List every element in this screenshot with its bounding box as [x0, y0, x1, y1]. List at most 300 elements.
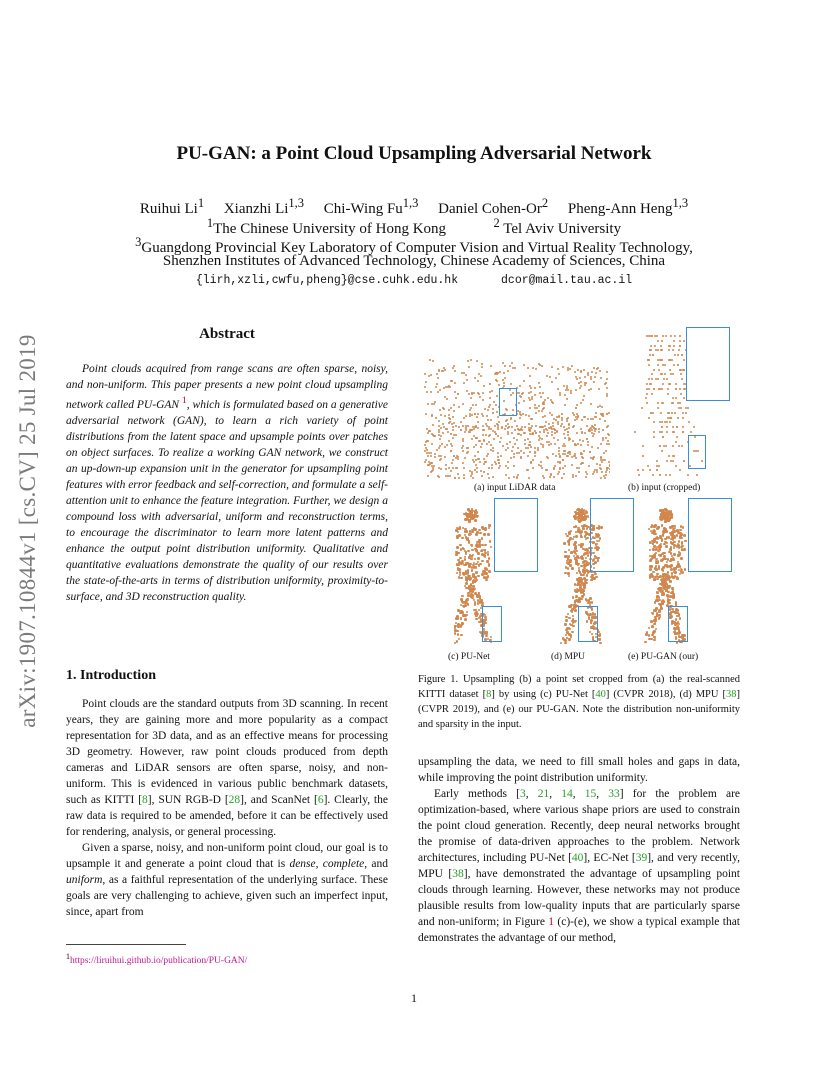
point [585, 476, 587, 478]
point [673, 431, 675, 433]
point [679, 335, 681, 337]
point [491, 390, 493, 392]
citation[interactable]: 28 [228, 794, 241, 806]
point [541, 365, 543, 367]
point [474, 455, 476, 457]
point [661, 421, 663, 423]
point [455, 425, 457, 427]
paragraph: Given a sparse, noisy, and non-uniform point cloud, our goal is to upsample it and generate a point cloud that is dense, complete, and uniform, as a faithful representation of the underlying surface. These goals are very challenging to achieve, given such an imperfect input, since, apart from [66, 842, 389, 918]
point [440, 427, 442, 429]
point [536, 407, 538, 409]
point [667, 388, 669, 390]
point [457, 633, 460, 636]
point [648, 638, 651, 641]
point [483, 458, 485, 460]
point [448, 440, 450, 442]
point [464, 558, 467, 561]
point [552, 425, 554, 427]
citation[interactable]: 6 [317, 794, 324, 806]
point [541, 438, 543, 440]
point [510, 418, 512, 420]
point [463, 477, 465, 479]
point [482, 425, 484, 427]
point [600, 377, 602, 379]
point [679, 340, 681, 342]
citation[interactable]: 8 [142, 794, 148, 806]
point [474, 558, 477, 561]
point [513, 437, 515, 439]
point [477, 421, 479, 423]
point [648, 335, 650, 337]
point [606, 469, 608, 471]
point [573, 604, 576, 607]
point [598, 388, 600, 390]
point [481, 602, 484, 605]
point [660, 359, 662, 361]
point [582, 399, 584, 401]
point [478, 609, 481, 612]
point [529, 385, 531, 387]
point [581, 419, 583, 421]
point [492, 450, 494, 452]
point [424, 386, 426, 388]
point [591, 601, 594, 604]
point [580, 428, 582, 430]
point [544, 425, 546, 427]
point [507, 467, 509, 469]
point [572, 596, 575, 599]
point [683, 460, 685, 462]
point [499, 441, 501, 443]
point [471, 438, 473, 440]
point [485, 461, 487, 463]
point [648, 417, 650, 419]
point [571, 365, 573, 367]
footnote: $^1$https://liruihui.github.io/publication/PU-GAN/ [66, 952, 248, 967]
point [647, 359, 649, 361]
point [670, 552, 673, 555]
point [563, 450, 565, 452]
point [557, 439, 559, 441]
point [656, 541, 659, 544]
email[interactable]: {lirh,xzli,cwfu,pheng}@cse.cuhk.edu.hk [195, 274, 459, 287]
citation[interactable]: 15 [584, 788, 597, 800]
point [460, 598, 463, 601]
point [543, 431, 545, 433]
point [559, 468, 561, 470]
point [465, 551, 468, 554]
point [652, 412, 654, 414]
point [512, 446, 514, 448]
point [606, 371, 608, 373]
citation[interactable]: 38 [452, 868, 464, 880]
point [654, 335, 656, 337]
point [651, 373, 653, 375]
point [518, 429, 520, 431]
point [496, 395, 498, 397]
citation[interactable]: 8 [486, 689, 492, 700]
citation[interactable]: 33 [608, 788, 620, 800]
point [488, 527, 491, 530]
point [601, 471, 603, 473]
point [673, 547, 676, 550]
citation[interactable]: 21 [537, 788, 550, 800]
point [683, 534, 686, 537]
point [567, 455, 569, 457]
point [566, 398, 568, 400]
point [585, 557, 588, 560]
point [473, 392, 475, 394]
point [566, 420, 568, 422]
point [690, 431, 692, 433]
point [589, 451, 591, 453]
citation[interactable]: 14 [561, 788, 573, 800]
point [661, 349, 663, 351]
point [517, 433, 519, 435]
point [660, 518, 663, 521]
point [597, 406, 599, 408]
point [488, 435, 490, 437]
point [471, 471, 473, 473]
point [531, 418, 533, 420]
point [557, 423, 559, 425]
point [584, 384, 586, 386]
point [497, 426, 499, 428]
point [542, 416, 544, 418]
point [475, 444, 477, 446]
point [655, 378, 657, 380]
point [649, 559, 652, 562]
point [527, 469, 529, 471]
point [534, 404, 536, 406]
point [608, 434, 610, 436]
point [586, 549, 589, 552]
point [663, 552, 666, 555]
point [588, 465, 590, 467]
point [474, 511, 477, 514]
point [586, 582, 589, 585]
point [656, 561, 659, 564]
point [644, 641, 647, 644]
point [535, 412, 537, 414]
citation[interactable]: 38 [725, 689, 737, 700]
point [571, 620, 574, 623]
point [655, 349, 657, 351]
point [668, 412, 670, 414]
point [551, 414, 553, 416]
point [596, 368, 598, 370]
point [591, 371, 593, 373]
citation[interactable]: 40 [571, 852, 584, 864]
point [452, 429, 454, 431]
point [457, 393, 459, 395]
point [433, 403, 435, 405]
point [444, 456, 446, 458]
point [460, 421, 462, 423]
point [460, 618, 463, 621]
point [608, 412, 610, 414]
point [578, 569, 581, 572]
point [571, 567, 574, 570]
point [513, 476, 515, 478]
point [562, 467, 564, 469]
footnote-marker[interactable]: 1 [181, 395, 187, 406]
point [570, 390, 572, 392]
point [445, 464, 447, 466]
point [507, 433, 509, 435]
point [517, 447, 519, 449]
citation[interactable]: 39 [635, 852, 648, 864]
point [485, 579, 488, 582]
point [606, 387, 608, 389]
point [572, 615, 575, 618]
point [504, 365, 506, 367]
point [508, 477, 510, 479]
point [575, 559, 578, 562]
point [679, 388, 681, 390]
point [523, 364, 525, 366]
point [463, 382, 465, 384]
point [677, 354, 679, 356]
point [582, 574, 585, 577]
point [578, 529, 581, 532]
point [648, 634, 651, 637]
point [475, 464, 477, 466]
citation[interactable]: 3 [519, 788, 526, 800]
point [476, 471, 478, 473]
point [558, 450, 560, 452]
point [642, 445, 644, 447]
point [660, 412, 662, 414]
abstract-heading: Abstract [199, 326, 255, 342]
point [548, 441, 550, 443]
point [521, 426, 523, 428]
point [582, 440, 584, 442]
point [658, 566, 661, 569]
point [517, 474, 519, 476]
point [474, 377, 476, 379]
point [504, 428, 506, 430]
point [662, 533, 665, 536]
point [520, 457, 522, 459]
point [461, 562, 464, 565]
point [568, 541, 571, 544]
point [506, 443, 508, 445]
point [649, 383, 651, 385]
point [568, 427, 570, 429]
point [569, 453, 571, 455]
point [668, 602, 671, 605]
point [480, 446, 482, 448]
point [583, 395, 585, 397]
point [514, 367, 516, 369]
point [553, 437, 555, 439]
point [675, 465, 677, 467]
point [483, 440, 485, 442]
point [587, 554, 590, 557]
point [529, 399, 531, 401]
point [500, 437, 502, 439]
point [540, 396, 542, 398]
point [427, 475, 429, 477]
point [513, 465, 515, 467]
point [664, 373, 666, 375]
point [563, 433, 565, 435]
point [665, 445, 667, 447]
point [537, 447, 539, 449]
point [528, 415, 530, 417]
point [654, 609, 657, 612]
point [464, 618, 467, 621]
point [427, 440, 429, 442]
point [651, 393, 653, 395]
point [530, 387, 532, 389]
point [584, 535, 587, 538]
point [492, 408, 494, 410]
point [442, 407, 444, 409]
point [426, 452, 428, 454]
author: Chi-Wing Fu$^{1,3}$ [323, 196, 419, 217]
point [481, 366, 483, 368]
point [646, 402, 648, 404]
point [424, 444, 426, 446]
point [473, 446, 475, 448]
point [658, 465, 660, 467]
point [580, 444, 582, 446]
point [679, 552, 682, 555]
point [455, 397, 457, 399]
intro-text [66, 696, 388, 920]
point [649, 349, 651, 351]
point [542, 446, 544, 448]
point [561, 477, 563, 479]
point [670, 460, 672, 462]
point [540, 461, 542, 463]
point [516, 425, 518, 427]
point [530, 446, 532, 448]
point [574, 609, 577, 612]
point [674, 571, 677, 574]
point [429, 430, 431, 432]
point [685, 412, 687, 414]
point [585, 471, 587, 473]
point [584, 376, 586, 378]
point [683, 397, 685, 399]
point [687, 407, 689, 409]
point [557, 421, 559, 423]
point [518, 402, 520, 404]
point [475, 404, 477, 406]
point [484, 544, 487, 547]
point [568, 639, 571, 642]
point [511, 426, 513, 428]
point [438, 467, 440, 469]
point [662, 383, 664, 385]
point [477, 451, 479, 453]
point [486, 415, 488, 417]
point [606, 393, 608, 395]
point [472, 404, 474, 406]
point [565, 619, 568, 622]
point [671, 591, 674, 594]
point [473, 566, 476, 569]
point [578, 520, 581, 523]
point [671, 412, 673, 414]
paragraph: upsampling the data, we need to fill small holes and gaps in data, while improving the point distribution uniformity. [418, 756, 740, 784]
zoom-box [494, 498, 538, 572]
point [425, 459, 427, 461]
point [479, 461, 481, 463]
point [483, 471, 485, 473]
point [529, 433, 531, 435]
point [474, 519, 477, 522]
point [658, 369, 660, 371]
point [585, 598, 588, 601]
zoom-box [499, 388, 517, 416]
point [674, 335, 676, 337]
point [481, 537, 484, 540]
point [524, 432, 526, 434]
point [462, 450, 464, 452]
point [460, 577, 463, 580]
zoom-box [578, 606, 598, 642]
point [532, 467, 534, 469]
point [657, 364, 659, 366]
point [534, 394, 536, 396]
point [473, 428, 475, 430]
point [663, 378, 665, 380]
point [450, 407, 452, 409]
footnote-link[interactable]: https://liruihui.github.io/publication/PU-GAN/ [69, 956, 248, 967]
point [481, 553, 484, 556]
point [653, 421, 655, 423]
point [661, 601, 664, 604]
point [475, 611, 478, 614]
point [693, 426, 695, 428]
point [525, 447, 527, 449]
point [649, 565, 652, 568]
point [462, 462, 464, 464]
point [658, 526, 661, 529]
point [590, 403, 592, 405]
email[interactable]: dcor@mail.tau.ac.il [501, 274, 633, 287]
point [605, 382, 607, 384]
point [494, 425, 496, 427]
point [662, 436, 664, 438]
point [587, 441, 589, 443]
point [454, 382, 456, 384]
point [678, 445, 680, 447]
point [551, 431, 553, 433]
point [488, 406, 490, 408]
point [563, 542, 566, 545]
point [580, 371, 582, 373]
figure-reference[interactable]: 1 [548, 916, 555, 928]
point [592, 435, 594, 437]
citation[interactable]: 40 [595, 689, 606, 700]
point [456, 572, 459, 575]
point [657, 402, 659, 404]
point [463, 417, 465, 419]
point [656, 614, 659, 617]
point [566, 385, 568, 387]
point [532, 459, 534, 461]
zoom-box [482, 606, 502, 642]
point [649, 469, 651, 471]
point [432, 424, 434, 426]
point [507, 370, 509, 372]
point [475, 437, 477, 439]
